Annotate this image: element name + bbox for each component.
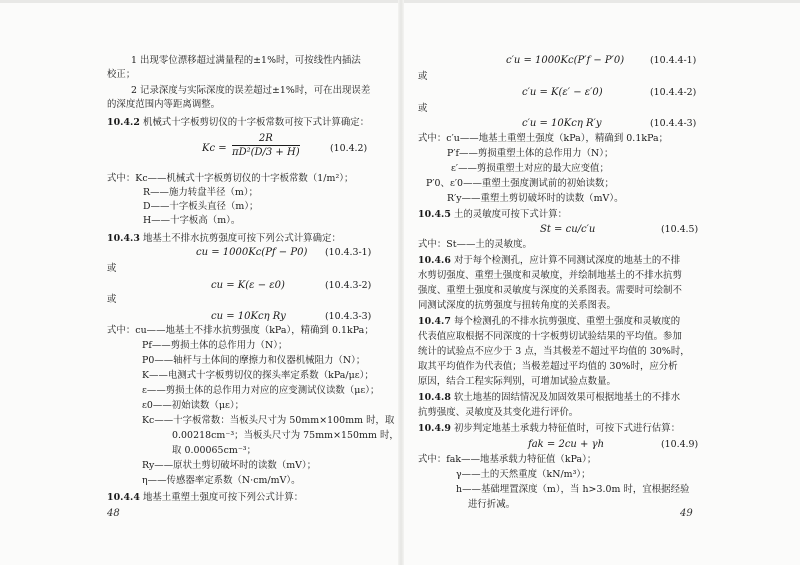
where-1042-d: D——十字板头直径（m）； <box>143 201 259 212</box>
where-1049-h: h——基础埋置深度（m），当 h>3.0m 时，宜根据经验 <box>456 484 690 495</box>
where-1044-epsilon: ε′——剪损重塑土对应的最大应变值； <box>451 163 609 174</box>
where-1049-fak: 式中：fak——地基承载力特征值（kPa）； <box>418 454 597 465</box>
section-text: 土的灵敏度可按下式计算： <box>453 209 568 220</box>
section-10-4-7-line-2: 代表值应取根据不同深度的十字板剪切试验结果的平均值。参加 <box>418 331 682 342</box>
section-10-4-5 <box>418 208 567 222</box>
where-1042-h: H——十字板高（m）。 <box>143 215 241 226</box>
equation-10-4-4-2: c′u = K(ε′ − ε′0) <box>522 87 603 98</box>
equation-10-4-9: fak = 2cu + γh <box>528 439 605 450</box>
section-text: 软土地基的固结情况及加固效果可根据地基土的不排水 <box>453 392 681 403</box>
equation-10-4-3-2: cu = K(ε − ε0) <box>211 280 285 291</box>
or-text: 或 <box>418 103 428 114</box>
section-number: 10.4.3 <box>107 233 140 244</box>
equation-number: (10.4.3-3) <box>325 311 372 322</box>
section-10-4-7-line-3: 统计的试验点不应少于 3 点，当其极差不超过平均值的 30%时， <box>418 346 690 357</box>
section-10-4-4 <box>107 491 303 505</box>
section-10-4-6-line-4: 同测试深度的抗剪强度与扭转角度的关系图表。 <box>418 300 616 311</box>
where-text: 机械式十字板剪切仪的十字板常数（1/m²）； <box>166 173 354 184</box>
or-text: 或 <box>418 71 428 82</box>
or-text: 或 <box>107 263 117 274</box>
section-10-4-7-line-1 <box>418 315 680 329</box>
section-10-4-9 <box>418 422 680 436</box>
section-number: 10.4.4 <box>107 492 140 503</box>
equation-10-4-3-1: cu = 1000Kc(Pf − P0) <box>196 247 308 258</box>
where-1049-h-cont: 进行折减。 <box>468 499 516 510</box>
equation-number: (10.4.4-2) <box>650 87 697 98</box>
section-number: 10.4.7 <box>418 316 451 327</box>
section-text: 地基土不排水抗剪强度可按下列公式计算确定： <box>142 233 341 244</box>
section-10-4-7-line-4: 取其平均值作为代表值；当极差超过平均值的 30%时，应分析 <box>418 361 678 372</box>
section-number: 10.4.5 <box>418 209 451 220</box>
section-number: 10.4.6 <box>418 255 451 266</box>
equation-10-4-4-3: c′u = 10Kcη R′y <box>522 118 602 129</box>
equation-number: (10.4.9) <box>661 439 699 450</box>
para-1-line-2: 校正； <box>107 69 136 80</box>
equation-10-4-5: St = cu/c′u <box>540 224 596 235</box>
left-page <box>0 0 398 565</box>
where-1043-epsilon0: ε0——初始读数（με）； <box>142 400 245 411</box>
where-1043-ry: Ry——原状土剪切破坏时的读数（mV）； <box>142 460 317 471</box>
section-10-4-6-line-3: 强度、重塑土强度和灵敏度与深度的关系图表。需要时可绘制不 <box>418 285 682 296</box>
section-10-4-2 <box>107 116 369 130</box>
where-1042-kc <box>107 172 353 186</box>
page-number-left: 48 <box>107 508 120 519</box>
section-10-4-3 <box>107 232 341 246</box>
where-1044-ry: R′y——重塑土剪切破坏时的读数（mV）。 <box>447 193 624 204</box>
right-page <box>404 0 800 565</box>
where-1043-kc-cont-1: 0.00218cm⁻³；当板头尺寸为 75mm×150mm 时， <box>172 430 399 441</box>
fraction-denominator: πD²(D/3 + H) <box>232 147 300 158</box>
section-number: 10.4.8 <box>418 392 451 403</box>
section-number: 10.4.2 <box>107 117 140 128</box>
section-text: 对于每个检测孔，应计算不同测试深度的地基土的不排 <box>453 255 681 266</box>
section-text: 地基土重塑土强度可按下列公式计算： <box>142 492 304 503</box>
para-2-line-1: 2 记录深度与实际深度的误差超过±1%时，可在出现误差 <box>131 85 371 96</box>
or-text: 或 <box>107 294 117 305</box>
equation-10-4-3-3: cu = 10Kcη Ry <box>211 311 286 322</box>
section-10-4-6-line-1 <box>418 254 680 268</box>
section-10-4-8-line-2: 抗剪强度、灵敏度及其变化进行评价。 <box>418 407 579 418</box>
equation-number: (10.4.5) <box>661 224 699 235</box>
equation-number: (10.4.2) <box>330 143 368 154</box>
where-1043-pf: Pf——剪损土体的总作用力（N）； <box>142 340 288 351</box>
para-2-line-2: 的深度范围内等距离调整。 <box>107 99 221 110</box>
equation-number: (10.4.3-1) <box>325 247 372 258</box>
where-1042-r: R——施力转盘半径（m）； <box>143 187 259 198</box>
where-1049-gamma: γ——土的天然重度（kN/m³）； <box>456 469 591 480</box>
fraction-numerator: 2R <box>232 133 300 146</box>
where-1043-p0: P0——轴杆与土体间的摩擦力和仪器机械阻力（N）； <box>142 355 366 366</box>
where-1043-epsilon: ε——剪损土体的总作用力对应的应变测试仪读数（με）； <box>142 385 380 396</box>
section-10-4-7-line-5: 原因，结合工程实际判别，可增加试验点数量。 <box>418 376 616 387</box>
where-1043-kc-cont-2: 取 0.00065cm⁻³； <box>172 445 257 456</box>
where-1043-eta: η——传感器率定系数（N·cm/mV）。 <box>142 475 301 486</box>
where-1043-kc: Kc——十字板常数：当板头尺寸为 50mm×100mm 时，取 <box>142 415 395 426</box>
section-10-4-8-line-1 <box>418 391 680 405</box>
equation-number: (10.4.3-2) <box>325 280 372 291</box>
equation-10-4-2-fraction <box>232 133 300 158</box>
equation-number: (10.4.4-1) <box>650 55 697 66</box>
where-label: 式中：Kc—— <box>107 173 167 184</box>
where-1043-cu: 式中：cu——地基土不排水抗剪强度（kPa），精确到 0.1kPa； <box>107 325 374 336</box>
equation-10-4-2-lhs: Kc = <box>202 143 227 154</box>
para-1-line-1: 1 出现零位漂移超过满量程的±1%时，可按线性内插法 <box>131 55 361 66</box>
where-1045-st: 式中：St——土的灵敏度。 <box>418 239 532 250</box>
where-1044-pf: P′f——剪损重塑土体的总作用力（N）； <box>447 148 614 159</box>
section-10-4-6-line-2: 水剪切强度、重塑土强度和灵敏度，并绘制地基土的不排水抗剪 <box>418 270 682 281</box>
section-text: 机械式十字板剪切仪的十字板常数可按下式计算确定： <box>142 117 370 128</box>
equation-10-4-4-1: c′u = 1000Kc(P′f − P′0) <box>506 55 625 66</box>
where-1044-cu: 式中：c′u——地基土重塑土强度（kPa），精确到 0.1kPa； <box>418 133 669 144</box>
section-text: 初步判定地基土承载力特征值时，可按下式进行估算： <box>453 423 681 434</box>
where-1043-k: K——电测式十字板剪切仪的探头率定系数（kPa/με）； <box>142 370 374 381</box>
page-number-right: 49 <box>680 508 693 519</box>
section-text: 每个检测孔的不排水抗剪强度、重塑土强度和灵敏度的 <box>453 316 681 327</box>
where-1044-initial: P′0、ε′0——重塑土强度测试前的初始读数； <box>426 178 614 189</box>
section-number: 10.4.9 <box>418 423 451 434</box>
equation-number: (10.4.4-3) <box>650 118 697 129</box>
